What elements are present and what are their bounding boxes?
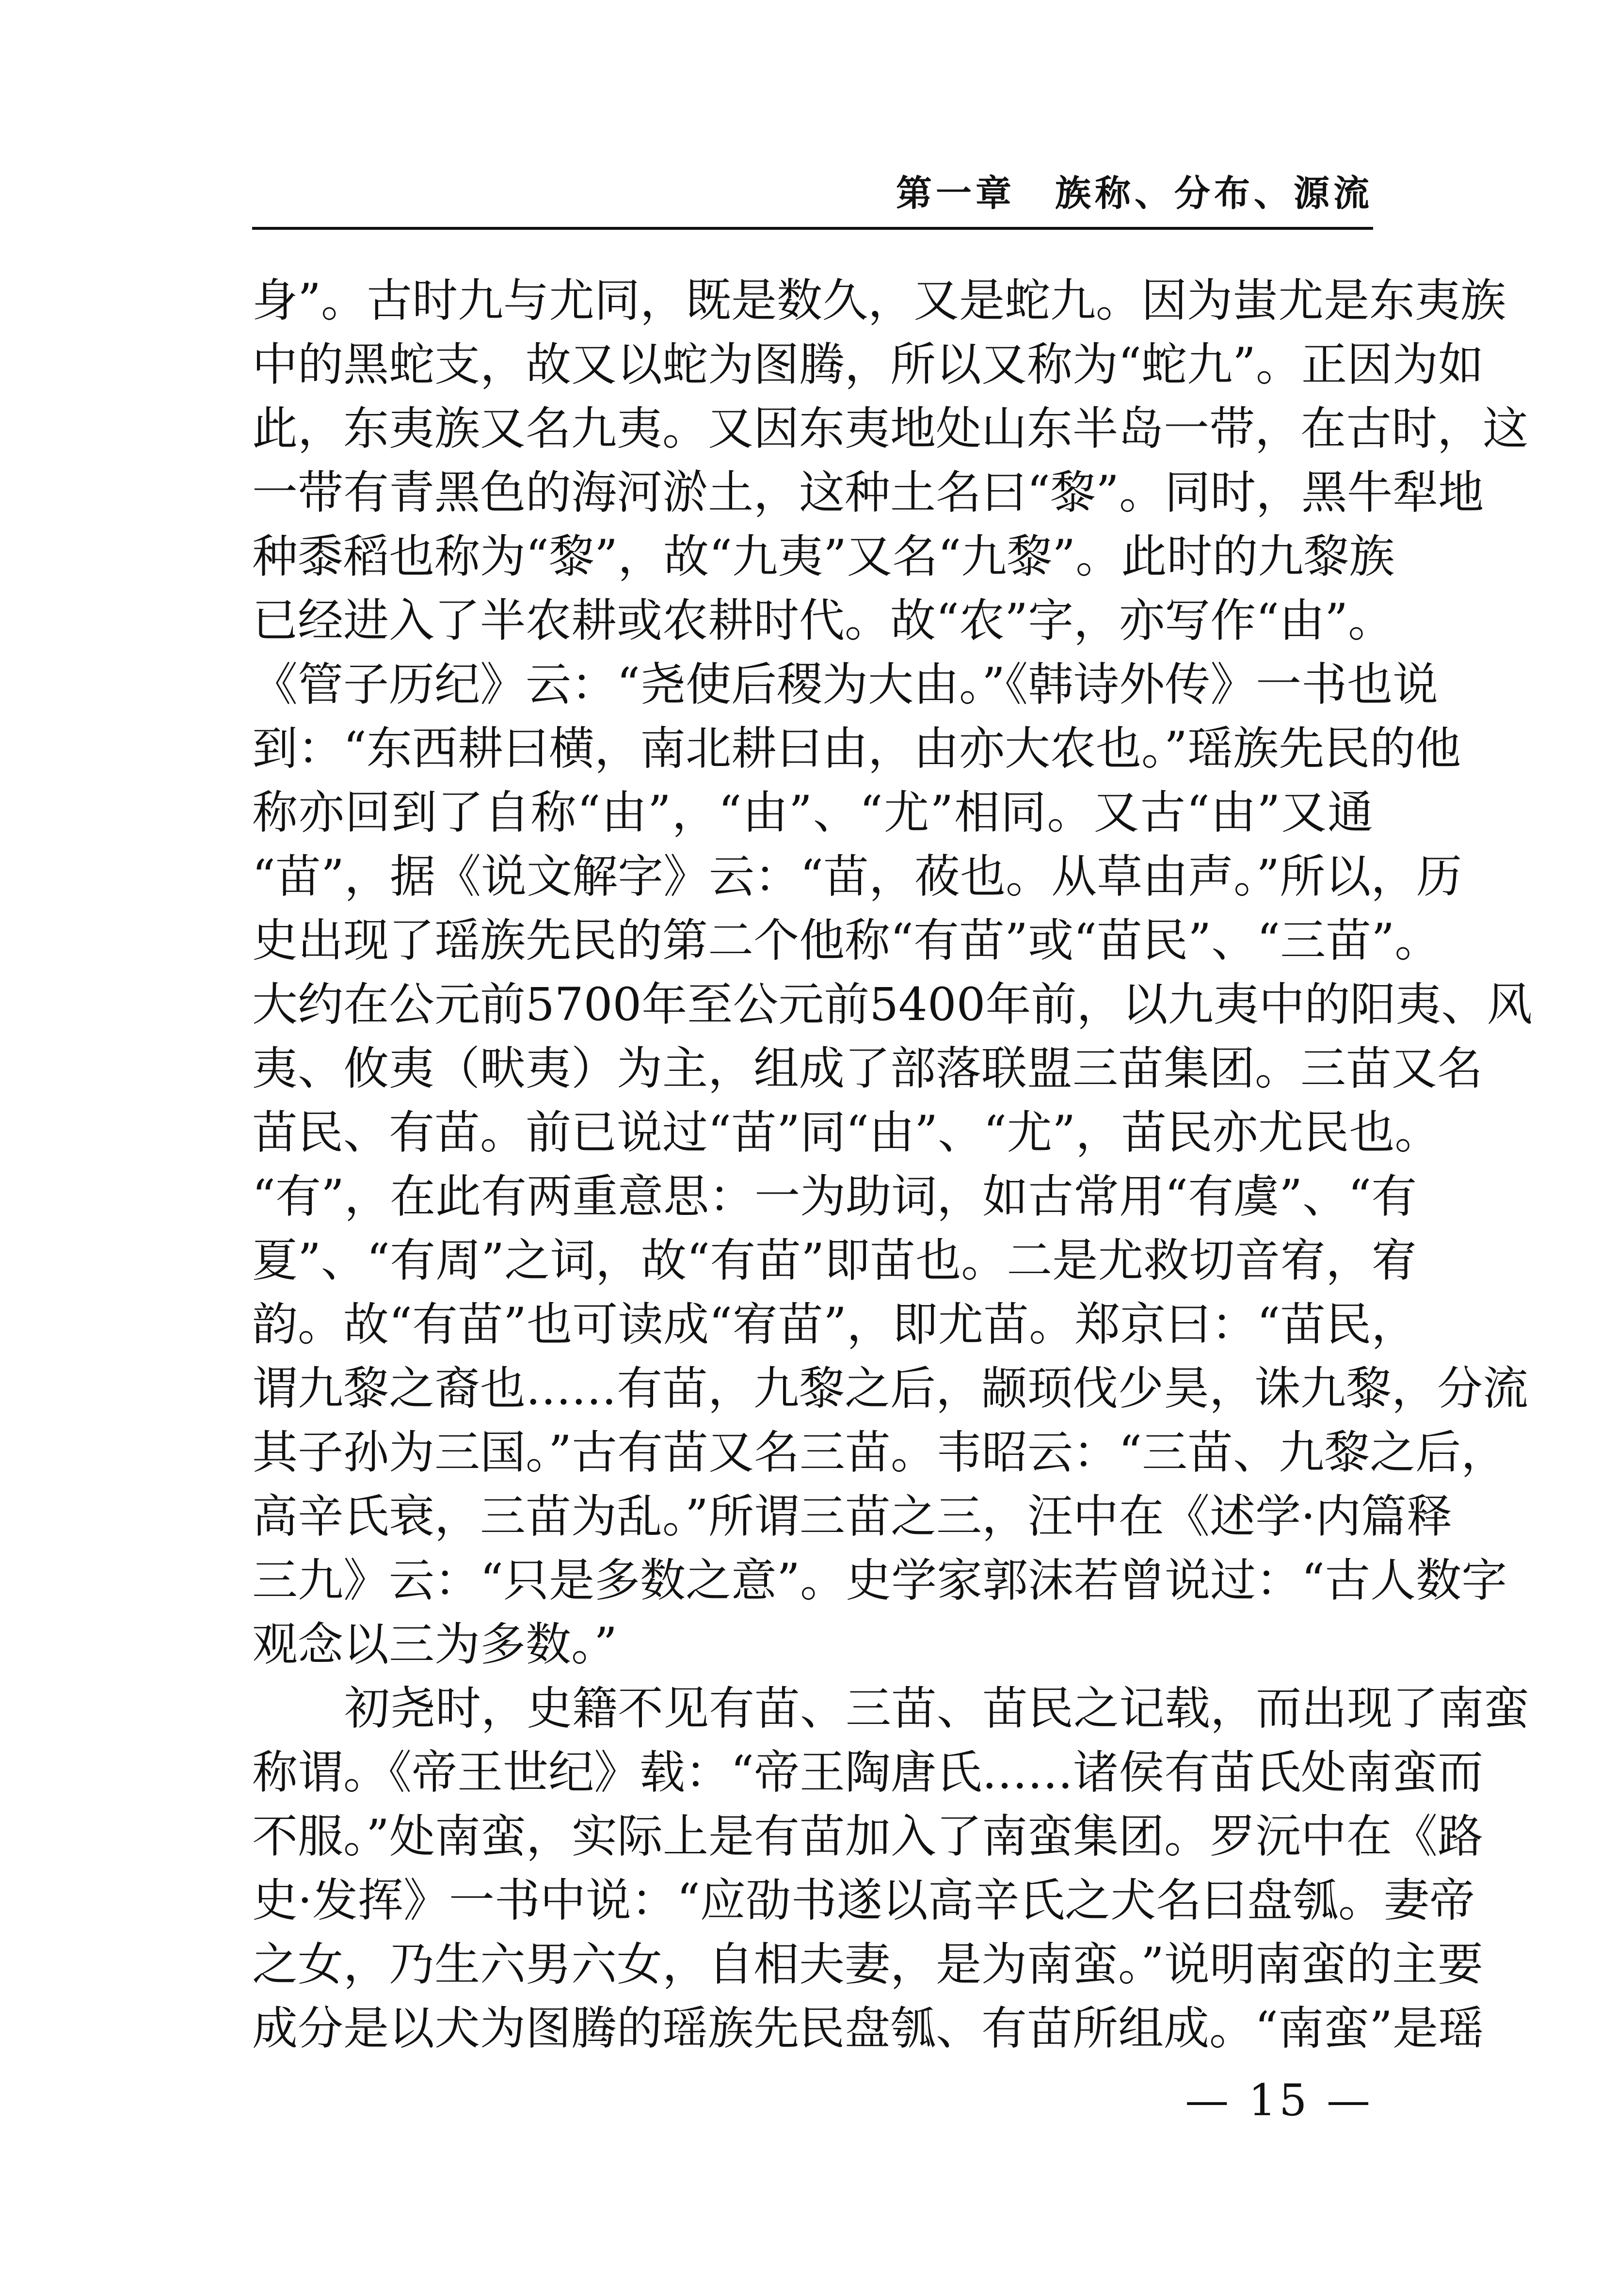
text-line: 苗民、有苗。前已说过“苗”同“由”、“尤”，苗民亦尤民也。 bbox=[252, 1106, 1441, 1159]
paragraph-1 bbox=[252, 269, 1533, 1677]
text-line: 观念以三为多数。” bbox=[252, 1618, 618, 1671]
text-line: 成分是以犬为图腾的瑶族先民盘瓠、有苗所组成。“南蛮”是瑶 bbox=[252, 2002, 1484, 2055]
running-head-title: 第一章 族称、分布、源流 bbox=[896, 173, 1373, 214]
paragraph-2 bbox=[252, 1677, 1530, 2061]
text-line: 此，东夷族又名九夷。又因东夷地处山东半岛一带，在古时，这 bbox=[252, 402, 1529, 455]
text-line: 称亦回到了自称“由”，“由”、“尤”相同。又古“由”又通 bbox=[252, 786, 1373, 839]
text-line: 称谓。《帝王世纪》载：“帝王陶唐氏……诸侯有苗氏处南蛮而 bbox=[252, 1746, 1484, 1799]
text-line: 初尧时，史籍不见有苗、三苗、苗民之记载，而出现了南蛮 bbox=[344, 1682, 1530, 1735]
text-line: 夷、攸夷（畎夷）为主，组成了部落联盟三苗集团。三苗又名 bbox=[252, 1042, 1483, 1095]
text-line: 种黍稻也称为“黎”，故“九夷”又名“九黎”。此时的九黎族 bbox=[252, 530, 1395, 583]
text-line: “有”，在此有两重意思：一为助词，如古常用“有虞”、“有 bbox=[252, 1170, 1417, 1223]
text-line: 三九》云：“只是多数之意”。史学家郭沫若曾说过：“古人数字 bbox=[252, 1554, 1507, 1607]
text-line: 一带有青黑色的海河淤土，这种土名曰“黎”。同时，黑牛犁地 bbox=[252, 466, 1484, 519]
text-line: “苗”，据《说文解字》云：“苗，莜也。从草由声。”所以，历 bbox=[252, 850, 1462, 903]
text-line: 史出现了瑶族先民的第二个他称“有苗”或“苗民”、“三苗”。 bbox=[252, 914, 1441, 967]
text-line: 《管子历纪》云：“尧使后稷为大由。”《韩诗外传》一书也说 bbox=[252, 658, 1439, 711]
text-line: 之女，乃生六男六女，自相夫妻，是为南蛮。”说明南蛮的主要 bbox=[252, 1938, 1484, 1991]
text-line: 史·发挥》一书中说：“应劭书遂以高辛氏之犬名曰盘瓠。妻帝 bbox=[252, 1874, 1475, 1927]
text-line: 其子孙为三国。”古有苗又名三苗。韦昭云：“三苗、九黎之后， bbox=[252, 1426, 1507, 1479]
text-line: 夏”、“有周”之词，故“有苗”即苗也。二是尤救切音宥，宥 bbox=[252, 1234, 1417, 1287]
text-line: 中的黑蛇支，故又以蛇为图腾，所以又称为“蛇九”。正因为如 bbox=[252, 338, 1484, 391]
text-line: 韵。故“有苗”也可读成“宥苗”，即尤苗。郑京曰：“苗民， bbox=[252, 1298, 1417, 1351]
text-line: 不服。”处南蛮，实际上是有苗加入了南蛮集团。罗沅中在《路 bbox=[252, 1810, 1484, 1863]
text-line: 谓九黎之裔也……有苗，九黎之后，颛顼伐少昊，诛九黎，分流 bbox=[252, 1362, 1529, 1415]
text-line: 已经进入了半农耕或农耕时代。故“农”字，亦写作“由”。 bbox=[252, 594, 1394, 647]
text-line: 高辛氏衰，三苗为乱。”所谓三苗之三，汪中在《述学·内篇释 bbox=[252, 1490, 1452, 1543]
page-number: — 15 — bbox=[1185, 2075, 1373, 2126]
header-rule bbox=[252, 227, 1373, 230]
text-line: 大约在公元前5700年至公元前5400年前，以九夷中的阳夷、风 bbox=[252, 978, 1533, 1031]
body-text bbox=[252, 269, 1533, 2061]
text-line: 到：“东西耕曰横，南北耕曰由，由亦大农也。”瑶族先民的他 bbox=[252, 722, 1461, 775]
text-line: 身”。古时九与尤同，既是数久，又是蛇九。因为蚩尤是东夷族 bbox=[252, 274, 1506, 327]
